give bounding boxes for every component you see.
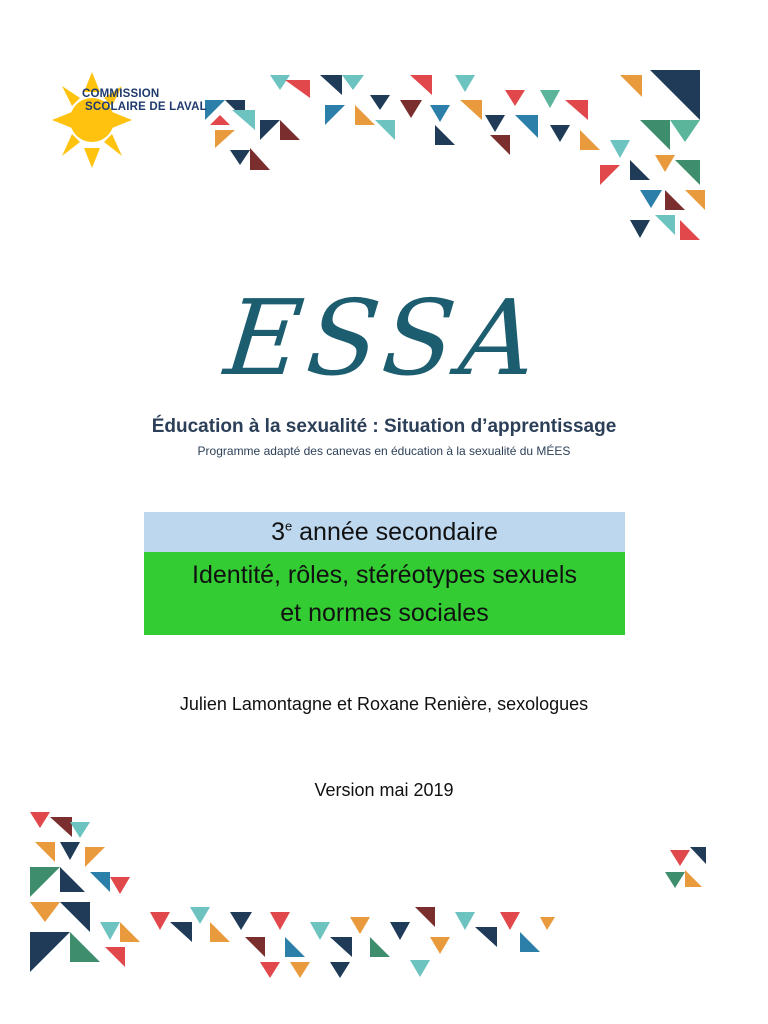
grade-banner <box>144 512 625 552</box>
theme-line2: et normes sociales <box>280 598 489 627</box>
subtitle: Éducation à la sexualité : Situation d’apprentissage <box>151 416 617 437</box>
grade-superscript: e <box>284 518 293 534</box>
logo-text-line1: COMMISSION <box>82 88 160 100</box>
bottom-triangle-pattern <box>30 812 710 982</box>
grade-label: année secondaire <box>292 518 498 546</box>
page-title: ESSA <box>219 277 549 399</box>
version-date: Version mai 2019 <box>314 780 454 800</box>
theme-banner <box>144 552 625 635</box>
logo-text-line2: SCOLAIRE DE LAVAL <box>85 101 207 113</box>
authors: Julien Lamontagne et Roxane Renière, sexologues <box>179 694 589 714</box>
theme-line1: Identité, rôles, stéréotypes sexuels <box>192 560 577 589</box>
grade-number: 3 <box>271 518 285 546</box>
program-note: Programme adapté des canevas en éducation à la sexualité du MÉES <box>197 444 571 458</box>
